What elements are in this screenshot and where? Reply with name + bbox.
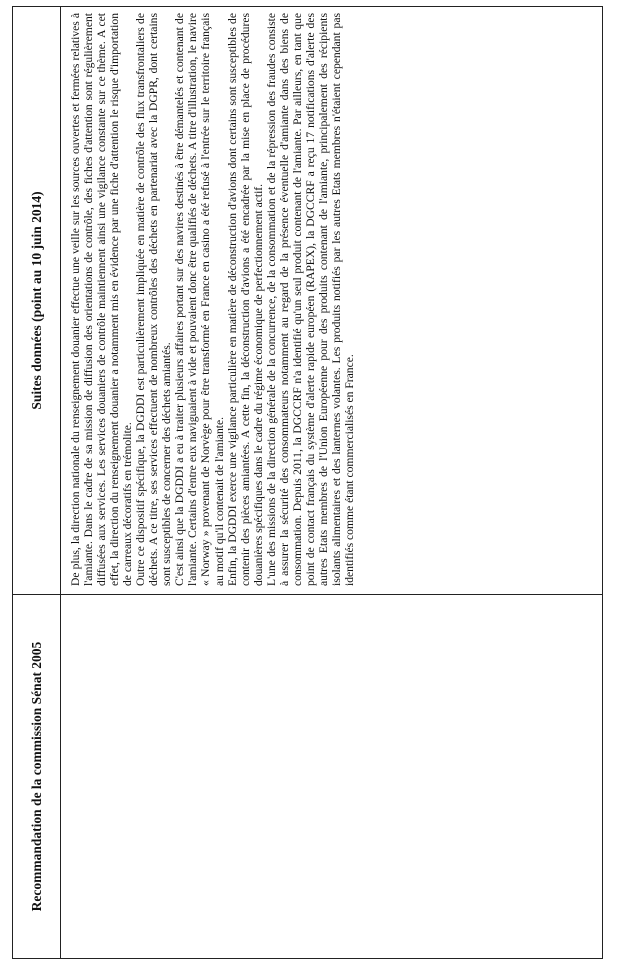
paragraph-navires: C'est ainsi que la DGDDI a eu à traiter plusieurs affaires portant sur des navires destinés à être démantelés et contenant de l'amiante. Certains d'entre eux naviguaient à vide et pouvaient donc être qualifiés de déchets. A titre d'illustration, le navire « Norway » provenant de Norvège pour être transformé en France en casino a été refusé à l'entrée sur le territoire français au motif qu'il contenait de l'amiante. — [173, 13, 226, 586]
header-cell-recommendation — [13, 594, 60, 958]
follow-up-cell — [61, 7, 602, 594]
follow-up-text — [69, 13, 356, 586]
paragraph-renseignement: De plus, la direction nationale du renseignement douanier effectue une veille sur les sources ouvertes et fermées relatives à l'amiante. Dans le cadre de sa mission de diffusion des orientations de contrôle, des fiches d'attention sont régulièrement diffusées aux services. Les services douaniers de contrôle maintiennent ainsi une vigilance constante sur ce thème. A cet effet, la direction du renseignement douanier a notamment mis en évidence par une fiche d'attention le risque d'importation de carreaux décoratifs en trémolite. — [69, 13, 135, 586]
header-recommendation-label: Recommandation de la commission Sénat 2005 — [28, 641, 44, 912]
paragraph-dgccrf: L'une des missions de la direction générale de la concurrence, de la consommation et de la répression des fraudes consiste à assurer la sécurité des consommateurs notamment au regard de la présence éventuelle d'amiante dans des biens de consommation. Depuis 2011, la DGCCRF n'a identifié qu'un seul produit contenant de l'amiante. Par ailleurs, en tant que point de contact français du système d'alerte rapide européen (RAPEX), la DGCCRF a reçu 17 notifications d'alerte des autres Etats membres de l'Union Européenne pour des produits contenant de l'amiante, principalement des récipients isolants alimentaires et des lanternes volantes. Les produits notifiés par les autres Etats membres n'étaient cependant pas identifiés comme étant commercialisés en France. — [264, 13, 356, 586]
recommendations-table — [12, 6, 603, 959]
recommendation-cell — [61, 594, 602, 958]
paragraph-flux-dechets: Outre ce dispositif spécifique, la DGDDI est particulièrement impliquée en matière de contrôle des flux transfrontaliers de déchets. A ce titre, ses services effectuent de nombreux contrôles des déchets en partenariat avec la DGPR, dont certains sont susceptibles de concerner des déchets amiantés. — [134, 13, 174, 586]
table-body-row — [61, 7, 602, 958]
header-cell-follow-up — [13, 7, 60, 594]
header-follow-up-label: Suites données (point au 10 juin 2014) — [28, 191, 44, 410]
table-header-row — [13, 7, 61, 958]
paragraph-avions: Enfin, la DGDDI exerce une vigilance particulière en matière de déconstruction d'avions dont certains sont susceptibles de contenir des pièces amiantées. A cette fin, la déconstruction d'avions a été encadrée par la mise en place de procédures douanières spécifiques dans le cadre du régime économique de perfectionnement actif. — [225, 13, 265, 586]
